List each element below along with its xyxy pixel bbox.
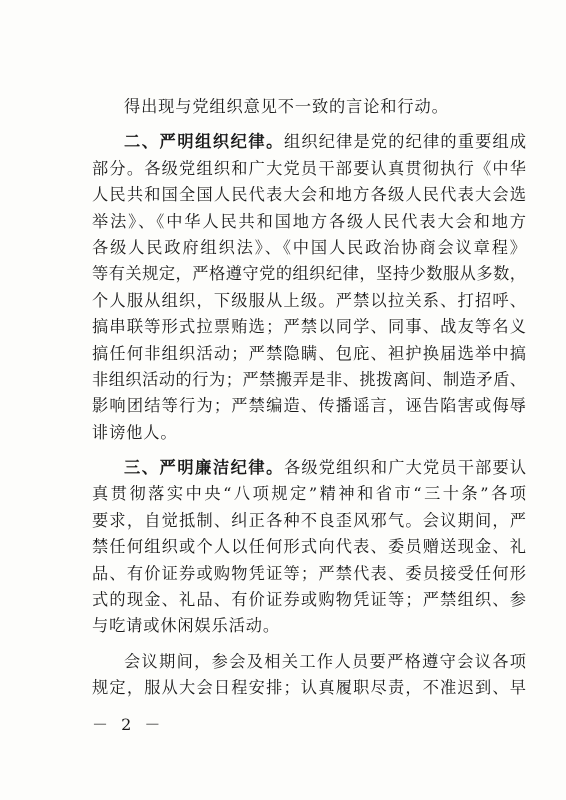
- section-heading-line: [92, 455, 526, 481]
- paragraph-line: 等有关规定，严格遵守党的组织纪律，坚持少数服从多数，: [92, 264, 526, 284]
- paragraph-line: 品、有价证券或购物凭证等；严禁代表、委员接受任何形: [92, 563, 526, 583]
- section-heading-organization: 二、严明组织纪律。: [124, 132, 284, 152]
- paragraph-line: 部分。各级党组织和广大党员干部要认真贯彻执行《中华: [92, 158, 526, 178]
- paragraph-line: 搞任何非组织活动；严禁隐瞒、包庇、袒护换届选举中搞: [92, 343, 526, 363]
- paragraph-line: 式的现金、礼品、有价证券或购物凭证等；严禁组织、参: [92, 590, 526, 610]
- paragraph-line: 举法》、《中华人民共和国地方各级人民代表大会和地方: [92, 211, 526, 231]
- paragraph-text: 各级党组织和广大党员干部要认: [283, 458, 527, 478]
- paragraph-line: 真贯彻落实中央“八项规定”精神和省市“三十条”各项: [92, 484, 526, 504]
- paragraph-line: 搞串联等形式拉票贿选；严禁以同学、同事、战友等名义: [92, 317, 526, 337]
- paragraph-line: 诽谤他人。: [92, 422, 178, 442]
- page-number: － 2 －: [92, 715, 165, 734]
- body-text: [92, 94, 526, 702]
- paragraph-line: 禁任何组织或个人以任何形式向代表、委员赠送现金、礼: [92, 537, 526, 557]
- section-heading-line: [92, 129, 526, 155]
- paragraph-line: 个人服从组织，下级服从上级。严禁以拉关系、打招呼、: [92, 290, 526, 310]
- paragraph-text: 组织纪律是党的纪律的重要组成: [283, 132, 527, 152]
- paragraph-line: 人民共和国全国人民代表大会和地方各级人民代表大会选: [92, 185, 526, 205]
- paragraph-line: 规定，服从大会日程安排；认真履职尽责，不准迟到、早: [92, 678, 526, 698]
- section-heading-integrity: 三、严明廉洁纪律。: [124, 458, 284, 478]
- paragraph-line: 非组织活动的行为；严禁搬弄是非、挑拨离间、制造矛盾、: [92, 369, 526, 389]
- paragraph-line: 会议期间，参会及相关工作人员要严格遵守会议各项: [124, 651, 526, 671]
- paragraph-line: 要求，自觉抵制、纠正各种不良歪风邪气。会议期间，严: [92, 510, 526, 530]
- paragraph-line: 得出现与党组织意见不一致的言论和行动。: [124, 97, 449, 116]
- paragraph-line: 影响团结等行为；严禁编造、传播谣言，诬告陷害或侮辱: [92, 396, 526, 416]
- paragraph-line: 与吃请或休闲娱乐活动。: [92, 616, 280, 636]
- paragraph-line: 各级人民政府组织法》、《中国人民政治协商会议章程》: [92, 237, 526, 257]
